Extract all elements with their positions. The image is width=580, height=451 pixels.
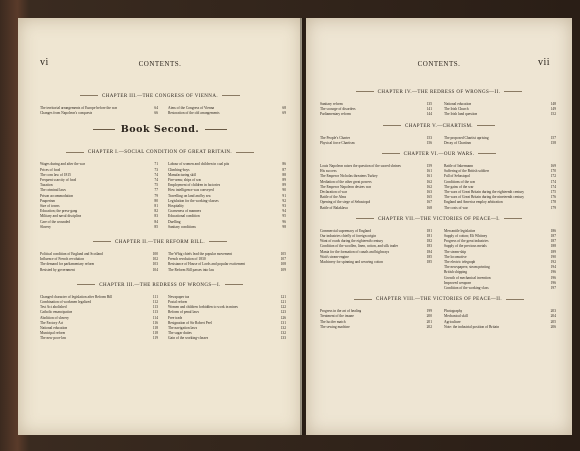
entry-page: 190 <box>550 254 556 259</box>
contents-column <box>444 229 556 291</box>
contents-entry <box>168 111 286 116</box>
entry-title: Our industries chiefly of foreign origin <box>320 234 376 238</box>
entry-page: 74 <box>154 178 158 182</box>
entry-title: Fire-arms; ships of war <box>168 178 202 182</box>
entry-page: 82 <box>154 209 158 214</box>
entry-page: 64 <box>154 106 158 110</box>
entry-page: 93 <box>282 204 286 209</box>
entry-title: British shipping <box>444 270 468 275</box>
entry-page: 206 <box>550 324 556 329</box>
entry-page: 105 <box>280 252 286 256</box>
chapter-heading: CHAPTER VI.—OUR WARS. <box>306 152 572 157</box>
entry-page: 162 <box>426 179 432 184</box>
entry-page: 168 <box>426 205 432 210</box>
entry-title: Declaration of war <box>320 190 347 195</box>
entry-title: National education <box>444 102 472 106</box>
entry-title: Test Act abolished <box>40 305 67 310</box>
entry-page: 113 <box>152 310 158 315</box>
entry-title: Sanitary conditions <box>168 224 196 229</box>
left-page-number: vi <box>40 57 49 68</box>
entry-page: 94 <box>282 209 286 214</box>
entry-page: 153 <box>426 135 432 140</box>
entry-page: 189 <box>550 249 556 254</box>
entry-page: 141 <box>426 107 432 112</box>
entry-title: The sugar duties <box>168 331 192 336</box>
contents-entry <box>320 206 432 211</box>
entry-title: The new poor-law <box>40 336 67 341</box>
entry-title: The steam-ship <box>444 249 467 254</box>
contents-column <box>444 102 556 118</box>
entry-page: 75 <box>154 183 158 188</box>
entry-title: Opening of the siege of Sebastopol <box>320 200 371 205</box>
contents-entry <box>168 225 286 230</box>
entry-page: 169 <box>550 164 556 168</box>
entry-page: 133 <box>280 336 286 341</box>
entry-page: 159 <box>426 164 432 168</box>
entry-title: Postal reform <box>168 300 188 304</box>
entry-title: Battle of the Alma <box>320 195 347 200</box>
entry-title: Catholic emancipation <box>40 310 73 315</box>
entry-title: Resisted by government <box>40 267 75 272</box>
entry-page: 89 <box>282 183 286 188</box>
contents-column <box>320 309 432 330</box>
entry-title: The sewing machine <box>320 324 350 329</box>
entry-page: 199 <box>426 309 432 314</box>
entry-page: 118 <box>152 326 158 331</box>
contents-entry <box>444 206 556 211</box>
entry-page: 181 <box>426 234 432 238</box>
entry-title: Agriculture <box>444 319 461 324</box>
entry-title: Manufacturing skill <box>168 172 197 177</box>
entry-title: Changed character of legislation after Reform Bill <box>40 294 113 299</box>
entry-title: Conditions of the war <box>444 179 476 184</box>
contents-column <box>320 229 432 265</box>
entry-page: 83 <box>154 214 158 219</box>
entry-page: 135 <box>426 102 432 106</box>
entry-page: 123 <box>280 310 286 315</box>
entry-title: The Irish Church <box>444 107 469 112</box>
entry-title: The corn law of 1815 <box>40 172 71 177</box>
entry-page: 194 <box>550 265 556 270</box>
entry-title: The newspapers; steam printing <box>444 265 490 270</box>
entry-page: 69 <box>282 111 286 116</box>
contents-column <box>444 136 556 146</box>
entry-page: 185 <box>426 260 432 265</box>
contents-column <box>40 162 158 230</box>
entry-title: How intelligence was conveyed <box>168 188 214 193</box>
entry-title: Combination of workmen legalized <box>40 300 91 304</box>
book-title: Book Second. <box>18 124 302 135</box>
contents-column <box>320 102 432 118</box>
contents-entry <box>168 268 286 273</box>
entry-page: 100 <box>152 252 158 256</box>
contents-column <box>40 252 158 273</box>
entry-page: 103 <box>152 262 158 267</box>
entry-title: Care of the wounded <box>40 219 71 224</box>
entry-title: Labour of women and children in coal pits <box>168 162 230 167</box>
entry-title: Aims of the Congress of Vienna <box>168 106 215 110</box>
entry-title: Military and naval discipline <box>40 214 82 219</box>
entry-page: 174 <box>550 179 556 184</box>
entry-title: The territorial arrangements of Europe before the war <box>40 106 118 110</box>
entry-page: 88 <box>282 172 286 177</box>
entry-title: Frequent scarcity of food <box>40 178 77 182</box>
entry-title: Supply of cotton; Eli Whitney <box>444 234 488 238</box>
entry-title: Physical force Chartism <box>320 140 355 145</box>
entry-page: 121 <box>280 294 286 299</box>
entry-title: The wars of Great Britain during the nineteenth century <box>444 195 525 200</box>
entry-title: Taxation <box>40 183 53 188</box>
entry-page: 161 <box>426 169 432 174</box>
entry-title: The demand for parliamentary reform <box>40 262 95 267</box>
entry-title: Free trade <box>168 315 183 320</box>
entry-page: 170 <box>550 169 556 174</box>
entry-page: 187 <box>550 234 556 238</box>
entry-page: 187 <box>550 239 556 244</box>
right-page <box>306 18 572 435</box>
contents-entry <box>320 141 432 146</box>
entry-title: Resistance of House of Lords and popular excitement <box>168 262 246 267</box>
entry-page: 172 <box>550 174 556 179</box>
entry-title: The Emperor Napoleon desires war <box>320 184 372 189</box>
entry-page: 98 <box>282 224 286 229</box>
entry-title: The scourge of disorders <box>320 107 356 112</box>
contents-column <box>444 309 556 330</box>
entry-title: Newspaper tax <box>168 294 190 299</box>
contents-column <box>168 162 286 230</box>
entry-title: The navigation laws <box>168 326 198 331</box>
entry-title: The Irish land question <box>444 112 478 117</box>
chapter-heading: CHAPTER III.—THE REDRESS OF WRONGS—I. <box>18 283 302 288</box>
entry-page: 126 <box>280 315 286 320</box>
contents-column <box>168 252 286 273</box>
entry-page: 181 <box>426 228 432 233</box>
chapter-heading: CHAPTER V.—CHARTISM. <box>306 124 572 129</box>
entry-page: 205 <box>550 319 556 324</box>
entry-title: Hospitality <box>168 204 184 209</box>
entry-page: 91 <box>282 193 286 198</box>
entry-page: 203 <box>550 309 556 314</box>
right-running-title: CONTENTS. <box>417 60 461 68</box>
entry-page: 184 <box>426 249 432 254</box>
entry-title: Mediation of the other great powers <box>320 179 372 184</box>
entry-page: 107 <box>280 257 286 262</box>
chapter-heading: CHAPTER III.—THE CONGRESS OF VIENNA. <box>18 94 302 99</box>
entry-title: Legislation for the working-classes <box>168 198 219 203</box>
entry-title: Influence of French revolution <box>40 257 85 262</box>
entry-page: 66 <box>154 111 158 116</box>
entry-page: 165 <box>426 195 432 200</box>
entry-title: Wages during and after the war <box>40 162 85 167</box>
entry-page: 174 <box>550 184 556 189</box>
entry-page: 156 <box>426 140 432 145</box>
entry-page: 86 <box>282 162 286 167</box>
entry-title: Slavery <box>40 224 51 229</box>
entry-title: Reform of penal laws <box>168 310 200 315</box>
entry-title: The lucifer match <box>320 319 346 324</box>
contents-entry <box>320 112 432 117</box>
entry-title: Travelling on land and by sea <box>168 193 211 198</box>
contents-entry <box>444 112 556 117</box>
entry-title: Machinery for spinning and weaving cotton <box>320 260 383 265</box>
entry-page: 192 <box>550 260 556 265</box>
entry-page: 116 <box>152 320 158 325</box>
entry-page: 186 <box>550 228 556 233</box>
entry-page: 118 <box>152 331 158 336</box>
entry-page: 111 <box>152 294 158 299</box>
entry-page: 178 <box>550 200 556 205</box>
contents-column <box>168 295 286 342</box>
entry-title: Political condition of England and Scotland <box>40 252 103 256</box>
entry-page: 196 <box>550 270 556 275</box>
chapter-heading: CHAPTER I.—SOCIAL CONDITION OF GREAT BRITAIN. <box>18 150 302 155</box>
entry-title: The criminal laws <box>40 188 66 193</box>
entry-page: 176 <box>550 195 556 200</box>
entry-page: 71 <box>154 162 158 167</box>
entry-page: 144 <box>426 112 432 117</box>
entry-page: 121 <box>280 300 286 304</box>
entry-page: 114 <box>152 315 158 320</box>
entry-title: Gain of the working-classes <box>168 336 209 341</box>
entry-title: Pauperism <box>40 198 56 203</box>
entry-title: Battle of Inkermann <box>444 164 473 168</box>
entry-title: Changes from Napoleon's conquests <box>40 111 93 116</box>
entry-title: National education <box>40 326 68 331</box>
entry-title: Progress of the great industries <box>444 239 489 244</box>
entry-page: 119 <box>152 336 158 341</box>
entry-page: 183 <box>426 244 432 249</box>
contents-entry <box>40 268 158 273</box>
entry-page: 167 <box>426 200 432 205</box>
entry-title: Commercial supremacy of England <box>320 228 371 233</box>
contents-column <box>444 164 556 211</box>
contents-column <box>168 106 286 116</box>
entry-title: Progress in the art of healing <box>320 309 362 314</box>
entry-title: His success <box>320 169 337 174</box>
entry-title: The Reform Bill passes into law <box>168 267 215 272</box>
entry-page: 202 <box>426 324 432 329</box>
contents-entry <box>444 141 556 146</box>
left-running-title: CONTENTS. <box>138 60 182 68</box>
chapter-heading: CHAPTER IV.—THE REDRESS OF WRONGS—II. <box>306 90 572 95</box>
entry-title: The Factory Act <box>40 320 64 325</box>
entry-title: Suffering of the British soldiers <box>444 169 490 174</box>
entry-page: 152 <box>550 112 556 117</box>
chapter-heading: CHAPTER II.—THE REFORM BILL. <box>18 240 302 245</box>
entry-title: Abolition of slavery <box>40 315 69 320</box>
entry-page: 200 <box>426 314 432 319</box>
entry-title: Growth of mechanical invention <box>444 275 491 280</box>
entry-page: 68 <box>282 106 286 110</box>
entry-title: Women and children forbidden to work in mines <box>168 305 238 310</box>
entry-title: Municipal reform <box>40 331 66 336</box>
contents-column <box>320 164 432 211</box>
entry-title: Prices of food <box>40 167 61 172</box>
entry-page: 113 <box>152 305 158 310</box>
entry-page: 79 <box>154 193 158 198</box>
entry-page: 80 <box>154 198 158 203</box>
contents-entry <box>168 336 286 341</box>
entry-page: 182 <box>426 239 432 244</box>
contents-entry <box>40 225 158 230</box>
entry-page: 201 <box>426 319 432 324</box>
entry-page: 108 <box>280 262 286 267</box>
entry-title: Mania for the formation of canals and highways <box>320 249 390 254</box>
left-page <box>18 18 302 435</box>
entry-page: 122 <box>280 305 286 310</box>
entry-page: 132 <box>280 326 286 331</box>
entry-page: 158 <box>550 140 556 145</box>
entry-page: 87 <box>282 167 286 172</box>
entry-page: 96 <box>282 219 286 224</box>
entry-title: Note: the industrial position of Britain <box>444 324 499 329</box>
entry-page: 81 <box>154 204 158 209</box>
entry-page: 84 <box>154 219 158 224</box>
entry-title: Parliamentary reform <box>320 112 351 117</box>
entry-page: 102 <box>152 257 158 262</box>
entry-title: Want of roads during the eighteenth century <box>320 239 384 244</box>
entry-page: 175 <box>550 190 556 195</box>
entry-page: 95 <box>282 214 286 219</box>
entry-page: 149 <box>550 107 556 112</box>
entry-title: Duelling <box>168 219 181 224</box>
contents-entry <box>40 336 158 341</box>
entry-title: Fall of Sebastopol <box>444 174 471 179</box>
contents-entry <box>320 260 432 265</box>
entry-title: Louis Napoleon raises the question of the sacred shrines <box>320 164 401 168</box>
entry-title: Treatment of the insane <box>320 314 354 319</box>
entry-title: The electric telegraph <box>444 260 476 265</box>
entry-title: The wars of Great Britain during the eighteenth century <box>444 190 525 195</box>
entry-title: Employment of children in factories <box>168 183 221 188</box>
entry-page: 188 <box>550 244 556 249</box>
entry-title: Size of towns <box>40 204 60 209</box>
entry-title: Supply of the precious metals <box>444 244 487 249</box>
entry-title: Watt's steam-engine <box>320 254 349 259</box>
entry-page: 90 <box>282 188 286 193</box>
entry-title: Prison accommodation <box>40 193 74 198</box>
entry-page: 179 <box>550 205 556 210</box>
entry-title: French revolution of 1830 <box>168 257 206 262</box>
entry-title: The costs of war <box>444 205 468 210</box>
contents-entry <box>444 286 556 291</box>
entry-page: 157 <box>550 135 556 140</box>
entry-page: 77 <box>154 188 158 193</box>
entry-title: The gains of the war <box>444 184 474 189</box>
entry-title: Restoration of the old arrangements <box>168 111 220 116</box>
entry-title: The Whig chiefs lead the popular movement <box>168 252 233 256</box>
contents-column <box>40 106 158 116</box>
entry-title: Decay of Chartism <box>444 140 472 145</box>
entry-page: 196 <box>550 280 556 285</box>
entry-title: The proposed Chartist uprising <box>444 135 489 140</box>
contents-entry <box>444 325 556 330</box>
entry-page: 161 <box>426 174 432 179</box>
contents-entry <box>40 111 158 116</box>
entry-page: 109 <box>280 267 286 272</box>
entry-page: 85 <box>154 224 158 229</box>
entry-title: Mercantile legislation <box>444 228 476 233</box>
entry-page: 204 <box>550 314 556 319</box>
entry-page: 132 <box>280 331 286 336</box>
entry-page: 163 <box>426 190 432 195</box>
entry-page: 197 <box>550 286 556 291</box>
entry-title: Condition of the woollen, linen, cotton, and silk trades <box>320 244 399 249</box>
contents-entry <box>320 325 432 330</box>
entry-title: Education; the press-gang <box>40 209 78 214</box>
entry-page: 73 <box>154 167 158 172</box>
entry-title: Educational condition <box>168 214 200 219</box>
entry-page: 162 <box>426 184 432 189</box>
entry-page: 131 <box>280 320 286 325</box>
entry-title: Condition of the working-class <box>444 286 489 291</box>
contents-column <box>40 295 158 342</box>
entry-page: 148 <box>550 102 556 106</box>
entry-title: The locomotive <box>444 254 467 259</box>
entry-title: The People's Charter <box>320 135 350 140</box>
entry-title: Climbing-boys <box>168 167 190 172</box>
contents-column <box>320 136 432 146</box>
entry-page: 89 <box>282 178 286 182</box>
entry-page: 196 <box>550 275 556 280</box>
entry-title: Coarseness of manners <box>168 209 202 214</box>
entry-title: Battle of Balaklava <box>320 205 348 210</box>
entry-page: 112 <box>152 300 158 304</box>
entry-title: Photography <box>444 309 463 314</box>
entry-title: Improved weapons <box>444 280 472 285</box>
entry-page: 74 <box>154 172 158 177</box>
entry-title: England and America employ arbitration <box>444 200 503 205</box>
entry-title: Sanitary reform <box>320 102 343 106</box>
entry-page: 92 <box>282 198 286 203</box>
entry-page: 185 <box>426 254 432 259</box>
entry-title: The Emperor Nicholas threatens Turkey <box>320 174 378 179</box>
entry-title: Resignation of Sir Robert Peel <box>168 320 212 325</box>
right-page-number: vii <box>537 57 550 68</box>
chapter-heading: CHAPTER VIII.—THE VICTORIES OF PEACE—II. <box>306 297 572 302</box>
entry-page: 104 <box>152 267 158 272</box>
entry-title: Mechanical skill <box>444 314 468 319</box>
chapter-heading: CHAPTER VII.—THE VICTORIES OF PEACE—I. <box>306 217 572 222</box>
